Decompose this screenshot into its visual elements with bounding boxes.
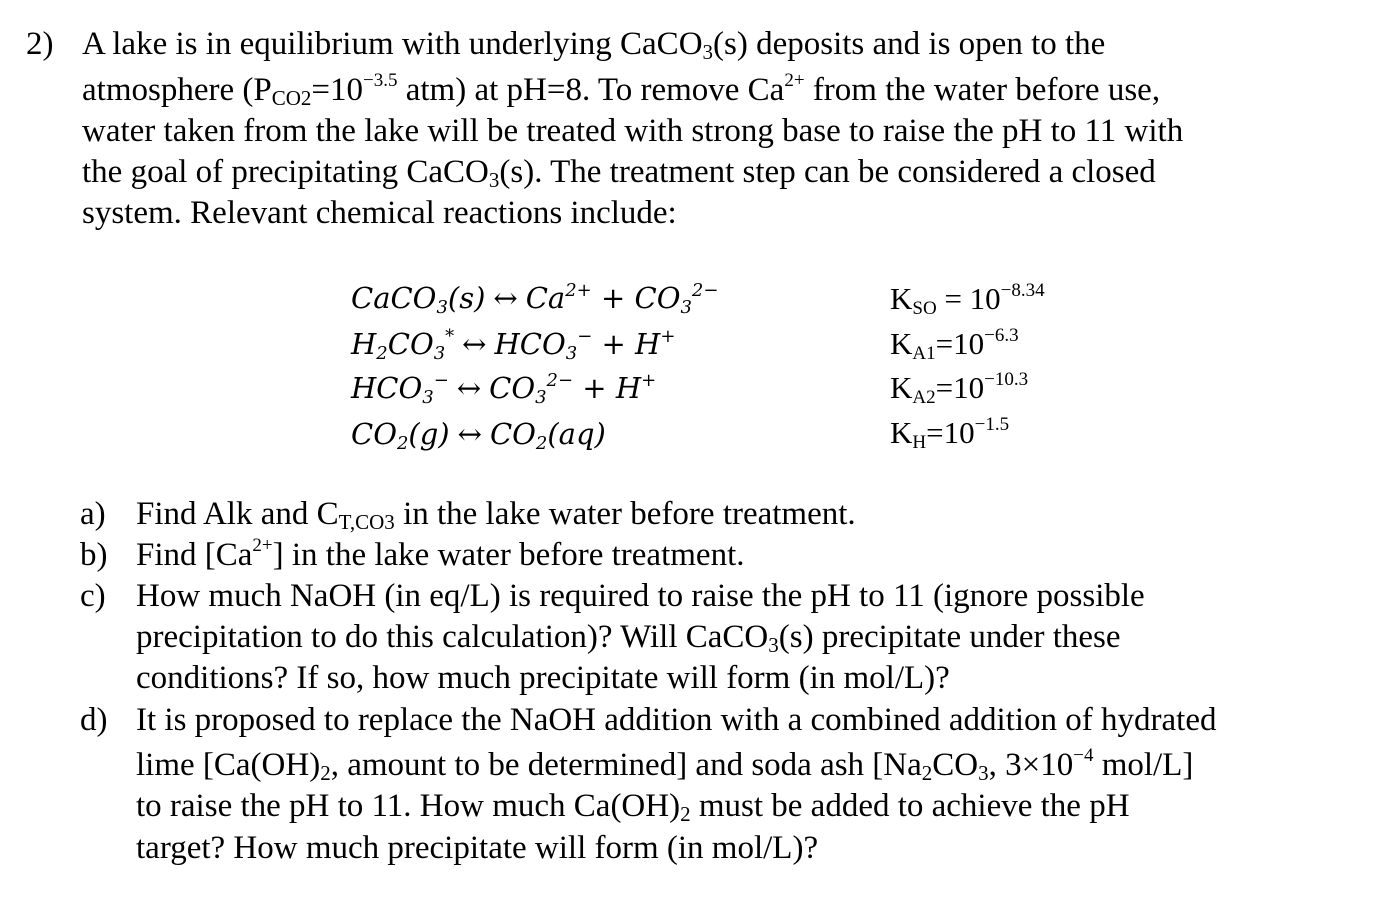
reaction-co2-dissolution: CO2(g) ↔ CO2(aq)	[351, 417, 606, 454]
part-c-line-1: How much NaOH (in eq/L) is required to raise the pH to 11 (ignore possible	[136, 578, 1145, 614]
equilibrium-arrow-icon: ↔	[457, 417, 482, 451]
part-a-letter: a)	[80, 496, 106, 532]
part-c-line-2: precipitation to do this calculation)? Will CaCO$_3$(s) precipitate under these	[136, 619, 1121, 657]
reaction-carbonic-acid: H2CO3* ↔ HCO3− + H+	[351, 326, 676, 364]
intro-line-3: water taken from the lake will be treated with strong base to raise the pH to 11 with	[82, 113, 1184, 149]
part-b-text: Find $[Ca^{2+}]$ in the lake water before treatment.	[136, 535, 745, 573]
part-c-line-3: conditions? If so, how much precipitate will form (in mol/L)?	[136, 660, 950, 696]
constant-kso: KSO = $10^{-8.34}$	[890, 280, 1045, 319]
intro-line-1: A lake is in equilibrium with underlying CaCO$_3$(s) deposits and is open to the	[82, 26, 1106, 64]
problem-number: 2)	[26, 26, 54, 62]
reaction-calcite-dissolution: CaCO3(s) ↔ $Ca^{2+} + CO3^{2-}$	[351, 280, 719, 318]
constant-ka2: $KA2=10^{-10.3}$	[890, 369, 1029, 408]
intro-line-5: system. Relevant chemical reactions include:	[82, 195, 677, 231]
intro-line-2: atmosphere ($P_{CO2}=10^{-3.5}$ atm) at pH=8. To remove $Ca^{2+}$ from the water before use,	[82, 70, 1161, 110]
equilibrium-arrow-icon: ↔	[462, 327, 487, 361]
part-d-line-4: target? How much precipitate will form (in mol/L)?	[136, 830, 819, 866]
constant-ka1: $KA1=10^{-6.3}$	[890, 325, 1019, 364]
intro-line-4: the goal of precipitating CaCO$_3$(s). The treatment step can be considered a closed	[82, 154, 1156, 192]
part-d-line-3: to raise the pH to 11. How much $Ca(OH)_2$ must be added to achieve the pH	[136, 788, 1130, 826]
equilibrium-arrow-icon: ↔	[456, 371, 482, 405]
equilibrium-arrow-icon: ↔	[493, 281, 518, 315]
part-b-letter: b)	[80, 537, 108, 573]
part-a-text: Find Alk and $C_{T,CO3}$ in the lake water before treatment.	[136, 496, 856, 534]
part-d-line-2: lime [$Ca(OH)_2$, amount to be determined] and soda ash [$Na_2CO_3$, $3\times 10^{-4}$ mol/L]	[136, 745, 1194, 785]
part-d-line-1: It is proposed to replace the NaOH addition with a combined addition of hydrated	[136, 702, 1217, 738]
constant-kh: $KH=10^{-1.5}$	[890, 414, 1010, 453]
part-c-letter: c)	[80, 578, 106, 614]
reaction-bicarbonate: HCO3− ↔ $CO3^{2-} + H^+$	[351, 370, 657, 408]
part-d-letter: d)	[80, 702, 108, 738]
